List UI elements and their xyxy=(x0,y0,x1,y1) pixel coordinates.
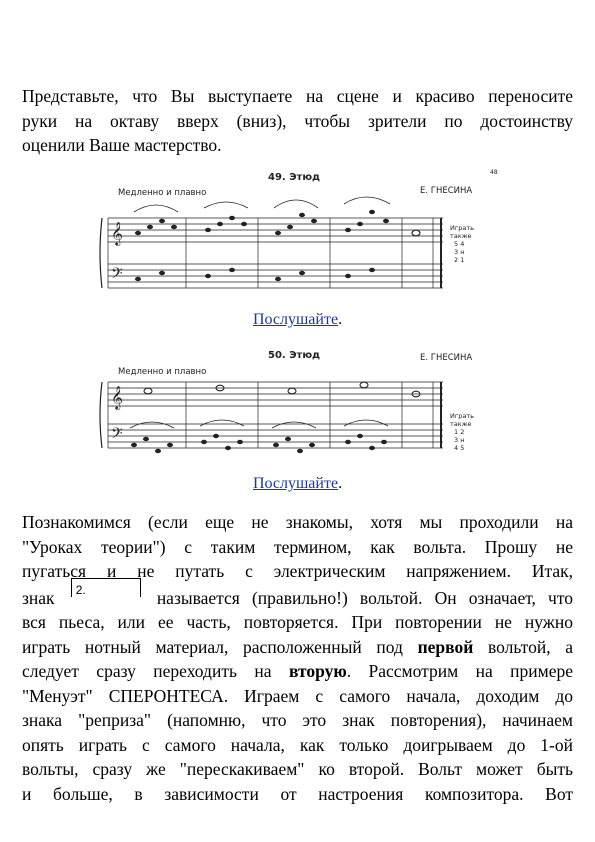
etude-49-score xyxy=(98,168,498,293)
intro-line: Представьте, что Вы выступаете на сцене и красиво переносите xyxy=(22,86,573,106)
text-line: опять играть с самого начала, как только доигрываем до 1-ой xyxy=(22,734,573,755)
text-line: знак 2. называется (правильно!) вольтой. Он означает, что xyxy=(22,584,573,611)
intro-line: оценили Ваше мастерство. xyxy=(22,135,222,155)
listen-link-1[interactable]: Послушайте. xyxy=(252,311,343,328)
text-line: играть нотный материал, расположенный под первой вольтой, а xyxy=(22,636,574,657)
score-tempo: Медленно и плавно xyxy=(118,188,207,198)
text-line: и больше, в зависимости от настроения композитора. Вот xyxy=(22,783,573,804)
text-line: Познакомимся (если еще не знакомы, хотя мы проходили на xyxy=(22,512,573,532)
score-note-line: также xyxy=(450,420,472,428)
score-composer: Е. ГНЕСИНА xyxy=(420,186,473,196)
score-note-line: 5 4 xyxy=(454,240,465,248)
sheet-music-image xyxy=(98,346,498,458)
text-line: "Уроках теории") с таким термином, как вольта. Прошу не xyxy=(22,536,573,557)
main-paragraph xyxy=(22,510,573,806)
score-note-line: 3 н xyxy=(454,248,465,256)
score-title: 49. Этюд xyxy=(268,172,321,183)
volta-sign-icon: 2. xyxy=(71,584,141,606)
listen-link-2[interactable]: Послушайте. xyxy=(252,475,343,492)
score-note-line: 4 5 xyxy=(454,444,465,452)
etude-50-score xyxy=(98,346,498,458)
score-note-line: 2 1 xyxy=(454,256,465,264)
text-line: знака "реприза" (напомню, что это знак повторения), начинаем xyxy=(22,710,573,730)
score-note-line: 1 2 xyxy=(454,428,465,436)
intro-line: руки на октаву вверх (вниз), чтобы зрители по достоинству xyxy=(22,110,573,131)
score-tempo: Медленно и плавно xyxy=(118,367,207,377)
svg-text:𝄞: 𝄞 xyxy=(111,385,123,409)
text-line: вольты, сразу же "перескакиваем" ко второй. Вольт может быть xyxy=(22,759,573,779)
intro-paragraph xyxy=(22,84,573,158)
svg-text:𝄢: 𝄢 xyxy=(111,425,123,446)
svg-text:𝄢: 𝄢 xyxy=(111,265,123,286)
score-note-line: Играть xyxy=(450,224,475,232)
sheet-music-image xyxy=(98,168,498,293)
text-line: "Менуэт" СПЕРОНТЕСА. Играем с самого начала, доходим до xyxy=(22,685,573,706)
page-mark: 48 xyxy=(490,169,498,176)
score-title: 50. Этюд xyxy=(268,350,321,361)
text-line: следует сразу переходить на вторую. Рассмотрим на примере xyxy=(22,661,574,681)
svg-text:𝄞: 𝄞 xyxy=(111,221,123,245)
score-note-line: Играть xyxy=(450,412,475,420)
score-note-line: также xyxy=(450,232,472,240)
score-note-line: 3 н xyxy=(454,436,465,444)
text-line: пугаться и не путать с электрическим напряжением. Итак, xyxy=(22,561,573,581)
score-composer: Е. ГНЕСИНА xyxy=(420,353,473,363)
text-line: вся пьеса, или ее часть, повторяется. При повторении не нужно xyxy=(22,612,573,632)
